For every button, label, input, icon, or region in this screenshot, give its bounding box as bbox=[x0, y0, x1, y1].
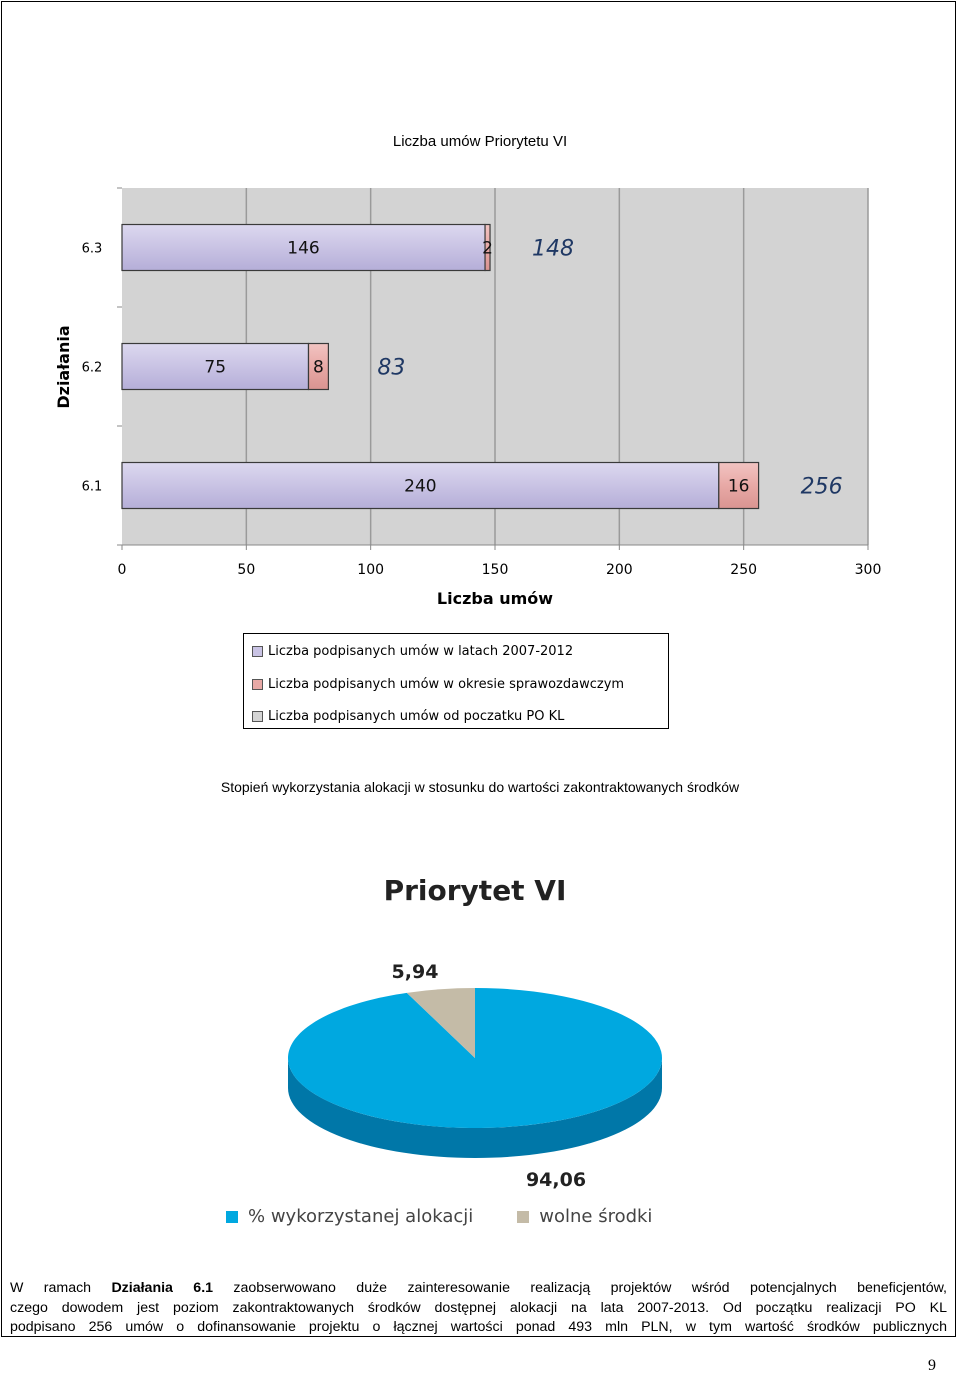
bar-chart-legend bbox=[243, 633, 669, 729]
x-axis-label: Liczba umów bbox=[436, 589, 554, 608]
page-number: 9 bbox=[928, 1357, 936, 1374]
legend-swatch bbox=[252, 679, 263, 690]
bar-value-label: 75 bbox=[204, 357, 227, 378]
bar-total-label: 83 bbox=[377, 355, 406, 381]
x-tick-label: 150 bbox=[481, 562, 509, 578]
bar-value-label: 8 bbox=[313, 357, 324, 378]
bar-chart bbox=[0, 0, 960, 620]
body-line-3: podpisano 256 umów o dofinansowanie projektu o łącznej wartości ponad 493 mln PLN, w tym wartość środków publicznych bbox=[10, 1319, 947, 1335]
y-axis-label: Działania bbox=[54, 325, 73, 409]
legend-swatch bbox=[517, 1211, 529, 1223]
legend-item-2007-2012 bbox=[252, 642, 573, 660]
y-category-label: 6.1 bbox=[81, 479, 103, 495]
y-category-label: 6.2 bbox=[81, 360, 103, 376]
bar-total-label: 148 bbox=[532, 236, 575, 262]
x-tick-label: 50 bbox=[237, 562, 256, 578]
body-line-1: W ramach Działania 6.1 zaobserwowano duże zainteresowanie realizacją projektów wśród potencjalnych beneficjentów, bbox=[10, 1280, 947, 1296]
legend-item-okres bbox=[252, 675, 624, 693]
bar-value-label: 16 bbox=[727, 476, 750, 497]
legend-label: Liczba podpisanych umów w okresie sprawozdawczym bbox=[268, 676, 625, 692]
bar-value-label: 240 bbox=[404, 476, 437, 497]
bar-total-label: 256 bbox=[800, 474, 843, 500]
legend-swatch bbox=[226, 1211, 238, 1223]
pie-label-large: 94,06 bbox=[525, 1169, 587, 1191]
legend-label: % wykorzystanej alokacji bbox=[248, 1206, 474, 1227]
legend-label: Liczba podpisanych umów od poczatku PO KL bbox=[268, 708, 565, 724]
legend-item-total bbox=[252, 707, 564, 725]
x-tick-label: 250 bbox=[730, 562, 758, 578]
bar-value-label: 2 bbox=[482, 238, 493, 259]
pie-chart-title: Priorytet VI bbox=[383, 874, 567, 907]
x-tick-label: 200 bbox=[605, 562, 633, 578]
chart2-section-title: Stopień wykorzystania alokacji w stosunku do wartości zakontraktowanych środków bbox=[220, 779, 740, 795]
x-tick-label: 0 bbox=[117, 562, 127, 578]
y-category-label: 6.3 bbox=[81, 241, 103, 257]
chart1-title: Liczba umów Priorytetu VI bbox=[392, 133, 568, 150]
body-line-2: czego dowodem jest poziom zakontraktowanych środków dostępnej alokacji na lata 2007-2013. Od początku realizacji PO KL bbox=[10, 1299, 947, 1316]
legend-swatch bbox=[252, 711, 263, 722]
legend-swatch bbox=[252, 646, 263, 657]
body-paragraph bbox=[10, 1279, 947, 1338]
bar-value-label: 146 bbox=[287, 238, 320, 259]
pie-chart-legend bbox=[226, 1206, 652, 1227]
pie-chart bbox=[0, 840, 960, 1260]
x-tick-label: 100 bbox=[357, 562, 385, 578]
legend-label: wolne środki bbox=[539, 1206, 653, 1227]
x-tick-label: 300 bbox=[854, 562, 882, 578]
pie-label-small: 5,94 bbox=[391, 961, 439, 983]
legend-label: Liczba podpisanych umów w latach 2007-2012 bbox=[268, 643, 574, 659]
